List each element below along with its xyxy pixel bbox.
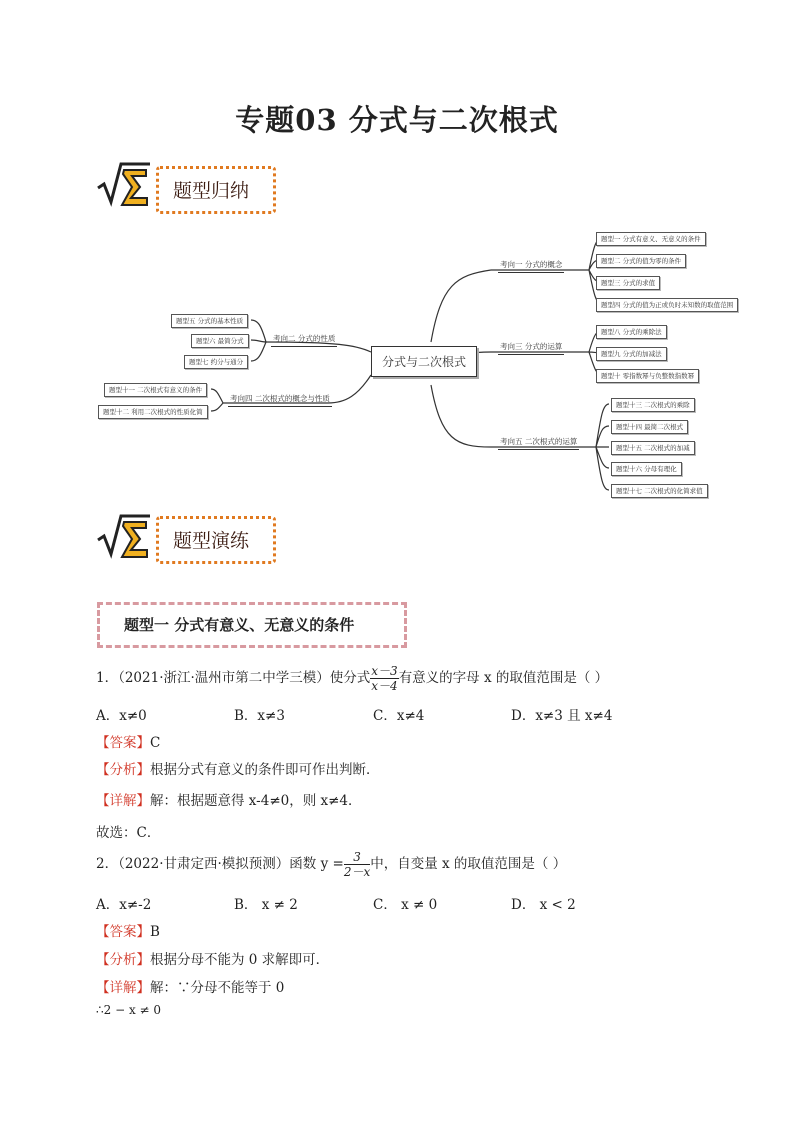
option-a: A．x≠-2 xyxy=(96,897,152,913)
detail-tag: 【详解】 xyxy=(96,980,150,996)
topic-5-item: 题型十四 最简二次根式 xyxy=(611,420,688,434)
detail-text: 解：根据题意得 x-4≠0，则 x≠4． xyxy=(150,793,362,809)
question-2 xyxy=(96,850,566,879)
choose-line: 故选：C． xyxy=(96,825,161,841)
detail-tag: 【详解】 xyxy=(96,793,150,809)
topic-1-item: 题型一 分式有意义、无意义的条件 xyxy=(596,232,706,246)
question-1-suffix: 有意义的字母 x 的取值范围是（ ） xyxy=(398,670,609,686)
topic-4-item: 题型十一 二次根式有意义的条件 xyxy=(104,383,207,397)
fraction-numerator: x－3 xyxy=(371,664,398,678)
topic-1-item: 题型三 分式的求值 xyxy=(596,276,660,290)
option-d: D． x < 2 xyxy=(511,897,576,913)
option-a: A．x≠0 xyxy=(96,708,147,724)
analysis-text: 根据分式有意义的条件即可作出判断． xyxy=(150,762,380,778)
topic-3-item: 题型九 分式的加减法 xyxy=(596,347,667,361)
detail-text: 解：∵分母不能等于 0 xyxy=(150,980,285,996)
topic-4-item: 题型十二 利用二次根式的性质化简 xyxy=(98,405,208,419)
topic-5-item: 题型十五 二次根式的加减 xyxy=(611,441,695,455)
topic-2-item: 题型五 分式的基本性质 xyxy=(171,314,248,328)
sqrt-sigma-logo-icon xyxy=(96,512,152,560)
topic-3-item: 题型八 分式的乘除法 xyxy=(596,325,667,339)
answer-tag: 【答案】 xyxy=(96,924,150,940)
analysis-tag: 【分析】 xyxy=(96,952,150,968)
answer-line xyxy=(96,731,160,751)
fraction xyxy=(370,664,398,693)
option-b: B．x≠3 xyxy=(234,708,285,724)
topic-1-item: 题型二 分式的值为零的条件 xyxy=(596,254,686,268)
section-heading-practice: 题型演练 xyxy=(156,516,276,564)
topic-3: 考向三 分式的运算 xyxy=(498,341,564,355)
topic-3-item: 题型十 零指数幂与负整数指数幂 xyxy=(596,369,699,383)
step-line: ∴2 − x ≠ 0 xyxy=(96,1003,162,1017)
option-d: D．x≠3 且 x≠4 xyxy=(511,708,613,724)
topic-1-item: 题型四 分式的值为正或负时未知数的取值范围 xyxy=(596,298,738,312)
type-heading: 题型一 分式有意义、无意义的条件 xyxy=(97,602,407,648)
topic-2: 考向二 分式的性质 xyxy=(271,333,337,347)
analysis-text: 根据分母不能为 0 求解即可． xyxy=(150,952,330,968)
answer-value: B xyxy=(150,924,160,940)
topic-2-item: 题型六 最简分式 xyxy=(191,334,249,348)
topic-5-item: 题型十三 二次根式的乘除 xyxy=(611,398,695,412)
page-title: 专题03 分式与二次根式 xyxy=(235,103,559,137)
topic-1: 考向一 分式的概念 xyxy=(498,259,564,273)
topic-5: 考向五 二次根式的运算 xyxy=(498,436,579,450)
topic-4: 考向四 二次根式的概念与性质 xyxy=(228,393,332,407)
question-2-suffix: 中，自变量 x 的取值范围是（ ） xyxy=(370,856,567,872)
fraction-denominator: 2－x xyxy=(343,865,371,879)
option-b: B． x ≠ 2 xyxy=(234,897,298,913)
fraction-denominator: x－4 xyxy=(371,679,398,693)
mind-map-center: 分式与二次根式 xyxy=(371,346,477,377)
answer-line xyxy=(96,920,160,940)
option-c: C． x ≠ 0 xyxy=(373,897,438,913)
detail-line xyxy=(96,976,284,996)
sqrt-sigma-logo-icon xyxy=(96,160,152,208)
analysis-tag: 【分析】 xyxy=(96,762,150,778)
question-1-prefix: 1．（2021·浙江·温州市第二中学三模）使分式 xyxy=(96,670,371,686)
question-2-prefix: 2．（2022·甘肃定西·模拟预测）函数 y = xyxy=(96,856,344,872)
analysis-line xyxy=(96,758,380,778)
mind-map xyxy=(96,225,746,510)
option-c: C．x≠4 xyxy=(373,708,425,724)
topic-2-item: 题型七 约分与通分 xyxy=(184,355,248,369)
answer-tag: 【答案】 xyxy=(96,735,150,751)
topic-5-item: 题型十六 分母有理化 xyxy=(611,462,682,476)
question-1 xyxy=(96,664,608,693)
answer-value: C xyxy=(150,735,161,751)
topic-5-item: 题型十七 二次根式的化简求值 xyxy=(611,484,708,498)
section-heading-summary: 题型归纳 xyxy=(156,166,276,214)
fraction-numerator: 3 xyxy=(344,850,370,865)
analysis-line xyxy=(96,948,329,968)
fraction xyxy=(344,850,370,879)
detail-line xyxy=(96,789,362,809)
